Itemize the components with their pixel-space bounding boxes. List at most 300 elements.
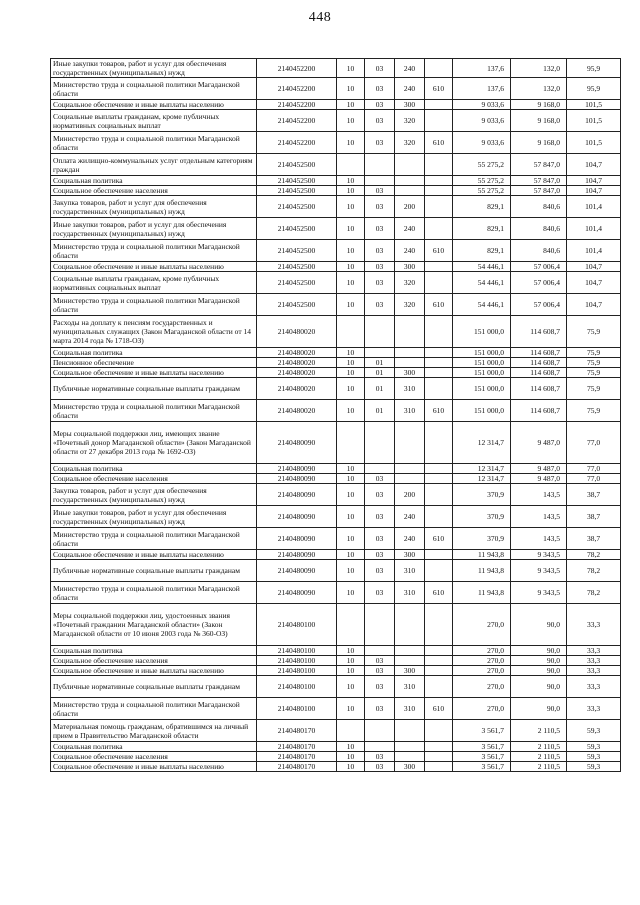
cell-pct: 33,3 xyxy=(567,604,621,646)
cell-vr: 310 xyxy=(395,698,425,720)
cell-sec: 10 xyxy=(337,656,365,666)
cell-sub: 01 xyxy=(365,378,395,400)
cell-name: Министерство труда и социальной политики Магаданской области xyxy=(51,698,257,720)
cell-v2: 90,0 xyxy=(511,698,567,720)
table-row xyxy=(51,272,621,294)
cell-v2: 2 110,5 xyxy=(511,762,567,772)
cell-pct: 38,7 xyxy=(567,528,621,550)
cell-dept xyxy=(425,720,453,742)
cell-vr xyxy=(395,316,425,348)
table-row xyxy=(51,720,621,742)
cell-sub: 03 xyxy=(365,506,395,528)
cell-dept xyxy=(425,316,453,348)
table-row xyxy=(51,110,621,132)
table-row xyxy=(51,378,621,400)
cell-code: 2140452200 xyxy=(257,110,337,132)
cell-sub: 03 xyxy=(365,474,395,484)
table-row xyxy=(51,752,621,762)
cell-code: 2140480020 xyxy=(257,316,337,348)
cell-dept xyxy=(425,272,453,294)
cell-name: Министерство труда и социальной политики Магаданской области xyxy=(51,294,257,316)
cell-vr: 200 xyxy=(395,484,425,506)
cell-sec: 10 xyxy=(337,666,365,676)
cell-name: Публичные нормативные социальные выплаты гражданам xyxy=(51,560,257,582)
cell-dept xyxy=(425,464,453,474)
cell-sub: 03 xyxy=(365,676,395,698)
table-row xyxy=(51,196,621,218)
cell-pct: 104,7 xyxy=(567,294,621,316)
cell-code: 2140480020 xyxy=(257,348,337,358)
cell-pct: 75,9 xyxy=(567,368,621,378)
cell-dept xyxy=(425,378,453,400)
cell-pct: 33,3 xyxy=(567,676,621,698)
cell-v1: 270,0 xyxy=(453,656,511,666)
cell-v1: 12 314,7 xyxy=(453,464,511,474)
table-row xyxy=(51,656,621,666)
cell-sec: 10 xyxy=(337,528,365,550)
cell-v2: 57 006,4 xyxy=(511,294,567,316)
cell-v2: 57 847,0 xyxy=(511,154,567,176)
table-row xyxy=(51,582,621,604)
table-row xyxy=(51,604,621,646)
cell-v1: 11 943,8 xyxy=(453,560,511,582)
page-number: 448 xyxy=(308,10,332,25)
cell-sub xyxy=(365,316,395,348)
cell-sub xyxy=(365,464,395,474)
cell-pct: 78,2 xyxy=(567,582,621,604)
cell-sec: 10 xyxy=(337,358,365,368)
cell-vr: 240 xyxy=(395,59,425,78)
cell-sub: 03 xyxy=(365,698,395,720)
cell-sub: 03 xyxy=(365,132,395,154)
cell-sec xyxy=(337,154,365,176)
cell-sec: 10 xyxy=(337,59,365,78)
table-row xyxy=(51,154,621,176)
table-row xyxy=(51,78,621,100)
budget-table xyxy=(50,58,621,772)
cell-v2: 143,5 xyxy=(511,484,567,506)
cell-v2: 132,0 xyxy=(511,59,567,78)
table-row xyxy=(51,368,621,378)
cell-name: Материальная помощь гражданам, обратившимся на личный прием в Правительство Магаданской области xyxy=(51,720,257,742)
cell-vr: 310 xyxy=(395,560,425,582)
cell-v1: 829,1 xyxy=(453,240,511,262)
cell-v2: 132,0 xyxy=(511,78,567,100)
table-row xyxy=(51,560,621,582)
cell-pct: 75,9 xyxy=(567,348,621,358)
cell-sec xyxy=(337,422,365,464)
cell-dept xyxy=(425,676,453,698)
cell-code: 2140480100 xyxy=(257,676,337,698)
cell-vr xyxy=(395,742,425,752)
cell-vr: 240 xyxy=(395,506,425,528)
cell-pct: 78,2 xyxy=(567,560,621,582)
cell-sub: 01 xyxy=(365,358,395,368)
cell-v1: 370,9 xyxy=(453,528,511,550)
cell-vr: 320 xyxy=(395,132,425,154)
cell-vr xyxy=(395,176,425,186)
cell-v1: 55 275,2 xyxy=(453,154,511,176)
table-row xyxy=(51,762,621,772)
cell-v2: 9 168,0 xyxy=(511,132,567,154)
cell-pct: 95,9 xyxy=(567,78,621,100)
cell-code: 2140480090 xyxy=(257,506,337,528)
cell-name: Социальное обеспечение населения xyxy=(51,186,257,196)
cell-sub: 03 xyxy=(365,762,395,772)
cell-vr: 240 xyxy=(395,218,425,240)
cell-sub: 03 xyxy=(365,100,395,110)
cell-vr: 320 xyxy=(395,110,425,132)
cell-code: 2140480020 xyxy=(257,368,337,378)
cell-code: 2140480090 xyxy=(257,550,337,560)
cell-sub xyxy=(365,348,395,358)
cell-code: 2140452200 xyxy=(257,59,337,78)
cell-sec: 10 xyxy=(337,582,365,604)
cell-name: Министерство труда и социальной политики Магаданской области xyxy=(51,132,257,154)
cell-dept: 610 xyxy=(425,78,453,100)
cell-dept: 610 xyxy=(425,240,453,262)
cell-sec: 10 xyxy=(337,506,365,528)
cell-name: Иные закупки товаров, работ и услуг для обеспечения государственных (муниципальных) нужд xyxy=(51,59,257,78)
cell-dept xyxy=(425,742,453,752)
cell-name: Социальное обеспечение населения xyxy=(51,752,257,762)
cell-v2: 2 110,5 xyxy=(511,742,567,752)
cell-sub: 03 xyxy=(365,656,395,666)
cell-dept xyxy=(425,176,453,186)
cell-sec: 10 xyxy=(337,262,365,272)
cell-pct: 104,7 xyxy=(567,154,621,176)
cell-sec: 10 xyxy=(337,474,365,484)
cell-dept xyxy=(425,358,453,368)
cell-pct: 33,3 xyxy=(567,698,621,720)
cell-sec: 10 xyxy=(337,272,365,294)
cell-name: Министерство труда и социальной политики Магаданской области xyxy=(51,582,257,604)
cell-v1: 12 314,7 xyxy=(453,474,511,484)
table-row xyxy=(51,100,621,110)
cell-code: 2140480020 xyxy=(257,378,337,400)
cell-name: Социальные выплаты гражданам, кроме публичных нормативных социальных выплат xyxy=(51,272,257,294)
cell-sec: 10 xyxy=(337,240,365,262)
cell-sub: 03 xyxy=(365,78,395,100)
table-row xyxy=(51,422,621,464)
cell-v1: 137,6 xyxy=(453,78,511,100)
cell-code: 2140452500 xyxy=(257,196,337,218)
cell-v1: 11 943,8 xyxy=(453,550,511,560)
cell-pct: 75,9 xyxy=(567,400,621,422)
cell-name: Социальное обеспечение населения xyxy=(51,656,257,666)
cell-dept xyxy=(425,484,453,506)
cell-sub: 01 xyxy=(365,368,395,378)
cell-name: Социальная политика xyxy=(51,646,257,656)
cell-vr xyxy=(395,752,425,762)
cell-v2: 90,0 xyxy=(511,666,567,676)
cell-dept xyxy=(425,368,453,378)
cell-code: 2140452500 xyxy=(257,186,337,196)
cell-code: 2140480020 xyxy=(257,400,337,422)
cell-pct: 38,7 xyxy=(567,484,621,506)
table-row xyxy=(51,262,621,272)
cell-dept xyxy=(425,262,453,272)
table-row xyxy=(51,358,621,368)
cell-pct: 59,3 xyxy=(567,720,621,742)
cell-v1: 9 033,6 xyxy=(453,100,511,110)
cell-name: Публичные нормативные социальные выплаты гражданам xyxy=(51,378,257,400)
cell-pct: 59,3 xyxy=(567,762,621,772)
cell-sub: 03 xyxy=(365,294,395,316)
table-row xyxy=(51,240,621,262)
cell-v2: 9 168,0 xyxy=(511,110,567,132)
cell-v1: 3 561,7 xyxy=(453,752,511,762)
cell-pct: 75,9 xyxy=(567,378,621,400)
cell-v1: 12 314,7 xyxy=(453,422,511,464)
cell-v2: 840,6 xyxy=(511,218,567,240)
cell-vr xyxy=(395,422,425,464)
cell-pct: 101,5 xyxy=(567,110,621,132)
cell-sub: 03 xyxy=(365,528,395,550)
cell-vr xyxy=(395,464,425,474)
cell-sec xyxy=(337,316,365,348)
cell-sec: 10 xyxy=(337,294,365,316)
cell-sec: 10 xyxy=(337,100,365,110)
cell-code: 2140480090 xyxy=(257,464,337,474)
cell-v1: 3 561,7 xyxy=(453,720,511,742)
cell-vr: 300 xyxy=(395,666,425,676)
cell-dept: 610 xyxy=(425,528,453,550)
cell-v1: 3 561,7 xyxy=(453,762,511,772)
cell-name: Иные закупки товаров, работ и услуг для обеспечения государственных (муниципальных) нужд xyxy=(51,218,257,240)
cell-dept xyxy=(425,560,453,582)
cell-name: Социальная политика xyxy=(51,464,257,474)
cell-pct: 77,0 xyxy=(567,422,621,464)
cell-sub: 03 xyxy=(365,262,395,272)
cell-v2: 9 487,0 xyxy=(511,422,567,464)
cell-sec: 10 xyxy=(337,484,365,506)
cell-v2: 57 006,4 xyxy=(511,272,567,294)
cell-sub xyxy=(365,742,395,752)
cell-vr: 300 xyxy=(395,550,425,560)
cell-sec: 10 xyxy=(337,196,365,218)
cell-v1: 3 561,7 xyxy=(453,742,511,752)
cell-pct: 33,3 xyxy=(567,656,621,666)
cell-v1: 9 033,6 xyxy=(453,110,511,132)
cell-v1: 54 446,1 xyxy=(453,262,511,272)
cell-v2: 9 487,0 xyxy=(511,464,567,474)
cell-code: 2140480170 xyxy=(257,752,337,762)
cell-dept xyxy=(425,100,453,110)
cell-name: Социальное обеспечение и иные выплаты населению xyxy=(51,368,257,378)
cell-sub xyxy=(365,422,395,464)
cell-v1: 370,9 xyxy=(453,484,511,506)
cell-vr xyxy=(395,646,425,656)
cell-v2: 840,6 xyxy=(511,196,567,218)
cell-v1: 151 000,0 xyxy=(453,400,511,422)
cell-dept xyxy=(425,506,453,528)
cell-name: Социальная политика xyxy=(51,176,257,186)
cell-sub: 03 xyxy=(365,196,395,218)
cell-code: 2140480090 xyxy=(257,474,337,484)
cell-code: 2140480100 xyxy=(257,604,337,646)
cell-code: 2140480090 xyxy=(257,422,337,464)
cell-name: Министерство труда и социальной политики Магаданской области xyxy=(51,240,257,262)
cell-vr xyxy=(395,474,425,484)
cell-sub: 03 xyxy=(365,550,395,560)
cell-v2: 57 847,0 xyxy=(511,176,567,186)
cell-v1: 55 275,2 xyxy=(453,186,511,196)
cell-pct: 59,3 xyxy=(567,752,621,762)
cell-dept xyxy=(425,762,453,772)
cell-name: Социальная политика xyxy=(51,348,257,358)
cell-sub xyxy=(365,720,395,742)
cell-code: 2140480100 xyxy=(257,666,337,676)
cell-sub: 03 xyxy=(365,110,395,132)
table-row xyxy=(51,550,621,560)
cell-sub: 03 xyxy=(365,186,395,196)
cell-v2: 2 110,5 xyxy=(511,720,567,742)
cell-v2: 114 608,7 xyxy=(511,358,567,368)
cell-name: Социальные выплаты гражданам, кроме публичных нормативных социальных выплат xyxy=(51,110,257,132)
table-row xyxy=(51,464,621,474)
cell-sec: 10 xyxy=(337,762,365,772)
table-row xyxy=(51,59,621,78)
cell-sec xyxy=(337,604,365,646)
cell-vr: 300 xyxy=(395,368,425,378)
cell-v2: 9 168,0 xyxy=(511,100,567,110)
cell-name: Иные закупки товаров, работ и услуг для обеспечения государственных (муниципальных) нужд xyxy=(51,506,257,528)
table-row xyxy=(51,348,621,358)
cell-v2: 57 006,4 xyxy=(511,262,567,272)
cell-v1: 54 446,1 xyxy=(453,272,511,294)
cell-dept xyxy=(425,110,453,132)
cell-sec: 10 xyxy=(337,186,365,196)
table-row xyxy=(51,506,621,528)
cell-sub: 01 xyxy=(365,400,395,422)
cell-pct: 33,3 xyxy=(567,646,621,656)
cell-sub: 03 xyxy=(365,582,395,604)
cell-name: Пенсионное обеспечение xyxy=(51,358,257,368)
cell-code: 2140480090 xyxy=(257,484,337,506)
cell-code: 2140452200 xyxy=(257,132,337,154)
cell-v2: 114 608,7 xyxy=(511,368,567,378)
table-row xyxy=(51,646,621,656)
cell-sec: 10 xyxy=(337,560,365,582)
cell-v1: 829,1 xyxy=(453,196,511,218)
cell-vr: 300 xyxy=(395,100,425,110)
cell-v1: 55 275,2 xyxy=(453,176,511,186)
table-row xyxy=(51,528,621,550)
table-row xyxy=(51,666,621,676)
cell-vr: 320 xyxy=(395,294,425,316)
cell-v1: 151 000,0 xyxy=(453,348,511,358)
cell-sub xyxy=(365,154,395,176)
cell-sec: 10 xyxy=(337,676,365,698)
cell-vr: 240 xyxy=(395,78,425,100)
cell-sub xyxy=(365,176,395,186)
cell-dept: 610 xyxy=(425,582,453,604)
cell-name: Министерство труда и социальной политики Магаданской области xyxy=(51,528,257,550)
cell-vr: 310 xyxy=(395,400,425,422)
table-row xyxy=(51,294,621,316)
cell-dept xyxy=(425,666,453,676)
cell-dept: 610 xyxy=(425,400,453,422)
cell-v2: 9 343,5 xyxy=(511,582,567,604)
cell-v2: 90,0 xyxy=(511,646,567,656)
cell-sec: 10 xyxy=(337,110,365,132)
cell-dept xyxy=(425,656,453,666)
cell-pct: 75,9 xyxy=(567,316,621,348)
cell-sub: 03 xyxy=(365,59,395,78)
table-row xyxy=(51,218,621,240)
cell-v2: 114 608,7 xyxy=(511,316,567,348)
cell-v1: 151 000,0 xyxy=(453,378,511,400)
cell-dept xyxy=(425,422,453,464)
cell-pct: 104,7 xyxy=(567,176,621,186)
cell-name: Министерство труда и социальной политики Магаданской области xyxy=(51,400,257,422)
cell-dept xyxy=(425,348,453,358)
cell-sec: 10 xyxy=(337,348,365,358)
cell-code: 2140452200 xyxy=(257,100,337,110)
cell-pct: 101,4 xyxy=(567,196,621,218)
cell-name: Закупка товаров, работ и услуг для обеспечения государственных (муниципальных) нужд xyxy=(51,484,257,506)
cell-sub: 03 xyxy=(365,240,395,262)
cell-v2: 2 110,5 xyxy=(511,752,567,762)
cell-pct: 77,0 xyxy=(567,464,621,474)
cell-dept: 610 xyxy=(425,132,453,154)
cell-pct: 104,7 xyxy=(567,186,621,196)
cell-name: Социальная политика xyxy=(51,742,257,752)
cell-sec: 10 xyxy=(337,368,365,378)
cell-vr: 240 xyxy=(395,528,425,550)
cell-code: 2140452200 xyxy=(257,78,337,100)
cell-dept xyxy=(425,550,453,560)
cell-name: Публичные нормативные социальные выплаты гражданам xyxy=(51,676,257,698)
cell-sec: 10 xyxy=(337,400,365,422)
cell-v1: 270,0 xyxy=(453,698,511,720)
cell-sec xyxy=(337,720,365,742)
cell-code: 2140480170 xyxy=(257,742,337,752)
cell-sub: 03 xyxy=(365,666,395,676)
cell-vr xyxy=(395,358,425,368)
table-row xyxy=(51,676,621,698)
cell-v1: 54 446,1 xyxy=(453,294,511,316)
cell-sec: 10 xyxy=(337,78,365,100)
cell-sec: 10 xyxy=(337,378,365,400)
cell-name: Расходы на доплату к пенсиям государственных и муниципальных служащих (Закон Магаданской области от 14 марта 2014 года № 1718-ОЗ) xyxy=(51,316,257,348)
cell-dept xyxy=(425,186,453,196)
table-row xyxy=(51,186,621,196)
table-row xyxy=(51,132,621,154)
cell-vr xyxy=(395,720,425,742)
cell-sec: 10 xyxy=(337,752,365,762)
cell-v1: 151 000,0 xyxy=(453,316,511,348)
cell-dept xyxy=(425,752,453,762)
cell-name: Социальное обеспечение населения xyxy=(51,474,257,484)
cell-vr xyxy=(395,604,425,646)
cell-code: 2140452500 xyxy=(257,218,337,240)
cell-vr xyxy=(395,186,425,196)
cell-pct: 75,9 xyxy=(567,358,621,368)
cell-code: 2140480020 xyxy=(257,358,337,368)
cell-name: Министерство труда и социальной политики Магаданской области xyxy=(51,78,257,100)
table-row xyxy=(51,400,621,422)
table-row xyxy=(51,484,621,506)
cell-v1: 137,6 xyxy=(453,59,511,78)
cell-vr: 310 xyxy=(395,582,425,604)
cell-code: 2140452500 xyxy=(257,272,337,294)
cell-name: Социальное обеспечение и иные выплаты населению xyxy=(51,550,257,560)
cell-sub: 03 xyxy=(365,752,395,762)
cell-dept: 610 xyxy=(425,294,453,316)
cell-pct: 101,5 xyxy=(567,132,621,154)
